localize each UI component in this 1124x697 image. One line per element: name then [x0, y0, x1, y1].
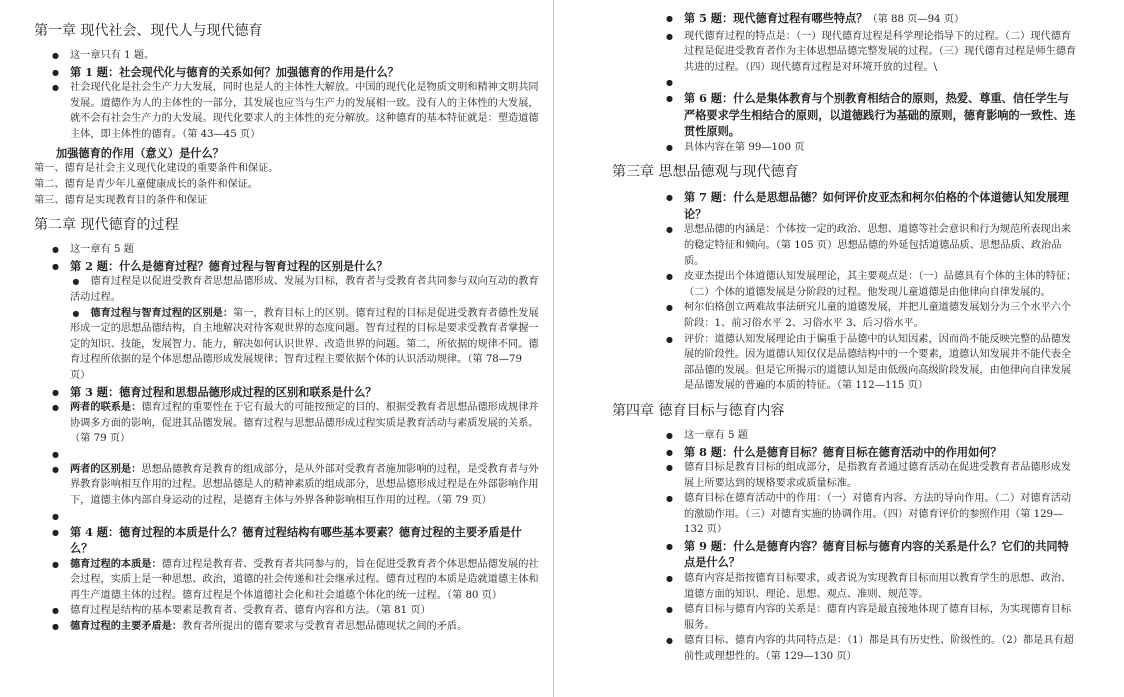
list-item: [34, 400, 540, 447]
list-item: [34, 306, 540, 384]
list-item: [648, 602, 1078, 633]
lead-text: 德育过程的本质是：: [70, 557, 162, 570]
item-text: 德育目标是教育目标的组成部分，是指教育者通过德育活动在促进受教育者品德形成发展上所要达到的规格要求或质量标准。: [684, 462, 1072, 489]
chapter-4-title: 第四章 德育目标与德育内容: [612, 402, 785, 419]
lead-text: 两者的联系是：: [70, 401, 142, 413]
list-item: [648, 140, 1078, 156]
subsection-line: 第一、德育是社会主义现代化建设的重要条件和保证。: [34, 163, 279, 175]
question-item: [648, 90, 1078, 140]
item-text: 这一章有 5 题: [684, 429, 748, 441]
chapter-2-title: 第二章 现代德育的过程: [34, 217, 179, 234]
page-ref: （第 88 页—94 页）: [867, 14, 965, 25]
empty-bullet: [648, 75, 1078, 90]
lead-text: 德育过程的主要矛盾是：: [70, 619, 183, 632]
chapter-3-title: 第三章 思想品德观与现代德育: [612, 164, 799, 181]
right-page: [556, 0, 1124, 697]
question-item: [34, 64, 540, 81]
list-item: [648, 491, 1078, 538]
list-item: [34, 274, 540, 305]
question-item: [34, 258, 540, 275]
chapter-1-list: [34, 48, 540, 142]
item-text: 第 3 题：德育过程和思想品德形成过程的区别和联系是什么？: [70, 384, 377, 399]
list-item: [34, 619, 540, 635]
item-text: 德育过程的重要性在于它有最大的可能按预定的目的、根据受教育者思想品德形成规律并协调多方面的影响，促进其品德发展。德育过程与思想品德形成过程实质是教育活动与素质发展的关系。（第 79 页）: [70, 402, 539, 445]
left-page: [0, 0, 552, 697]
item-text: 第 9 题：什么是德育内容？德育目标与德育内容的关系是什么？它们的共同特点是什么？: [684, 538, 1069, 570]
chapter-2-list: [34, 242, 540, 634]
list-item: [648, 222, 1078, 269]
lead-text: 两者的区别是：: [70, 462, 142, 475]
question-item: [648, 444, 1078, 461]
list-item: [34, 80, 540, 142]
page-divider: [553, 0, 554, 697]
subsection-title: 加强德育的作用（意义）是什么？: [56, 146, 224, 161]
list-item: [648, 460, 1078, 491]
item-text: 评价：道德认知发展理论由于偏重于品德中的认知因素，因而尚不能反映完整的品德发展的阶段性。因为道德认知仅仅是品德结构中的一个要素，道德认知发展并不能代表全部品德的发展。但是它所揭示的道德认知是由低级向高级阶段发展，由他律向自律发展是品德发展的普遍的本质的特征。（第 112—115 页）: [684, 333, 1072, 392]
item-text: 第 7 题：什么是思想品德？如何评价皮亚杰和柯尔伯格的个体道德认知发展理论？: [684, 190, 1069, 221]
question-item: [648, 538, 1078, 571]
list-item: [34, 462, 540, 509]
empty-bullet: [34, 447, 540, 462]
item-text: 德育目标与德育内容的关系是：德育内容是最直接地体现了德育目标，为实现德育目标服务。: [684, 604, 1072, 631]
question-item: [648, 10, 1078, 29]
item-text: 第 4 题：德育过程的本质是什么？德育过程结构有哪些基本要素？德育过程的主要矛盾是什么？: [70, 524, 522, 556]
question-item: [34, 524, 540, 557]
chapter-4-list: [648, 428, 1078, 665]
item-text: 现代德育过程的特点是：（一）现代德育过程是科学理论指导下的过程。（二）现代德育过程是促进受教育者作为主体思想品德完整发展的过程。（三）现代德育过程是师生德育共进的过程。（四）现代德育过程是对环境开放的过程。\: [684, 30, 1077, 73]
list-item: [648, 571, 1078, 602]
list-item: [648, 332, 1078, 394]
list-item: [648, 300, 1078, 331]
item-text: 德育过程是教育者、受教育者共同参与的，旨在促进受教育者个体思想品德发展的社会过程，实质上是一种思想、政治，道德的社会传递和社会继承过程。德育过程的本质是造就道德主体和再生产道德主体的过程。德育过程是个体道德社会化和社会道德个体化的统一过程。（第 80 页）: [70, 558, 539, 601]
list-item: [34, 603, 540, 619]
item-text: 这一章有 5 题: [70, 244, 134, 256]
item-text: 德育内容是指按德育目标要求，或者说为实现教育目标而用以教育学生的思想、政治、道德方面的知识、理论、思想、观点、准则、规范等。: [684, 572, 1072, 600]
item-text: 第 5 题：现代德育过程有哪些特点？: [684, 11, 868, 25]
list-item: [34, 242, 540, 258]
item-text: 思想品德教育是教育的组成部分，是从外部对受教育者施加影响的过程，是受教育者与外界教育影响相互作用的过程。思想品德是人的精神素质的组成部分，思想品德形成过程是在外部影响作用下，道德主体内部自身运动的过程，是德育主体与外界各种影响相互作用的过程。（第 79 页）: [70, 463, 539, 506]
item-text: 教育者所提出的德育要求与受教育者思想品德现状之间的矛盾。: [182, 620, 468, 632]
item-text: 德育目标在德育活动中的作用：（一）对德育内容、方法的导向作用。（二）对德育活动的激励作用。（三）对德育实施的协调作用。（四）对德育评价的参照作用（第 129—132 页）: [684, 493, 1072, 536]
chapter-3-list: [648, 189, 1078, 394]
item-text: 皮亚杰提出个体道德认知发展理论，其主要观点是：（一）品德具有个体的主体的特征；（二）个体的道德发展是分阶段的过程。他发现儿童道德是由他律向自律发展的。: [684, 271, 1077, 298]
item-text: 思想品德的内涵是：个体按一定的政治、思想、道德等社会意识和行为规范所表现出来的稳定特征和倾向。（第 105 页）思想品德的外延包括道德品质、思想品质、政治品质。: [684, 224, 1072, 267]
question-item: [648, 189, 1078, 222]
list-item: [648, 633, 1078, 664]
item-text: 德育目标、德育内容的共同特点是：（1）都是具有历史性、阶级性的。（2）都是具有超前性或理想性的。（第 129—130 页）: [684, 635, 1074, 662]
question-item: [34, 384, 540, 401]
chapter-1-title: 第一章 现代社会、现代人与现代德育: [34, 23, 263, 39]
lead-text: 德育过程与智育过程的区别是：: [90, 306, 234, 319]
item-text: 第 8 题：什么是德育目标？德育目标在德育活动中的作用如何？: [684, 444, 1002, 459]
item-text: 第 6 题：什么是集体教育与个别教育相结合的原则，热爱、尊重、信任学生与严格要求学生相结合的原则，以道德践行为基础的原则，德育影响的一致性、连贯性原则。: [684, 91, 1076, 139]
subsection-lines: [34, 161, 540, 208]
item-text: 第 2 题：什么是德育过程？德育过程与智育过程的区别是什么？: [70, 258, 388, 273]
subsection-line: 第三、德育是实现教育目的条件和保证: [34, 194, 208, 206]
chapter-2-continued-list: [648, 10, 1078, 155]
empty-bullet: [34, 509, 540, 524]
list-item: [34, 48, 540, 64]
list-item: [648, 428, 1078, 444]
item-text: 第 1 题：社会现代化与德育的关系如何？加强德育的作用是什么？: [70, 64, 399, 79]
item-text: 第一，教育目标上的区别。德育过程的目标是促进受教育者德性发展形成一定的思想品德结构，自主地解决对待客观世界的态度问题。智育过程的目标是要求受教育者掌握一定的知识、技能，发展智力、能力，解决如何认识世界、改造世界的问题。第二，所依据的规律不同。德育过程所依据的是个体思想品德形成发展规律；智育过程主要依据个体的认识活动规律。（第 78—79 页）: [70, 307, 539, 381]
item-text: 柯尔伯格创立两难故事法研究儿童的道德发展，并把儿童道德发展划分为三个水平六个阶段：1、前习俗水平 2、习俗水平 3、后习俗水平。: [684, 302, 1072, 329]
item-text: 这一章只有 1 题。: [70, 50, 155, 61]
item-text: 具体内容在第 99—100 页: [684, 141, 805, 153]
subsection-line: 第二、德育是青少年儿童健康成长的条件和保证。: [34, 179, 259, 191]
item-text: 德育过程是以促进受教育者思想品德形成、发展为目标，教育者与受教育者共同参与双向互动的教育活动过程。: [70, 276, 539, 303]
item-text: 社会现代化是社会生产力大发展，同时也是人的主体性大解放。中国的现代化是物质文明和精神文明共同发展。道德作为人的主体性的一部分，其发展也应当与生产力的发展相一致。没有人的主体性的大发展，就不会有社会生产力的大发展。现代化要求人的主体性的充分解放。这种德育的基本特征就是：塑造道德主体，即主体性的德育。（第 43—45 页）: [70, 82, 539, 140]
list-item: [648, 29, 1078, 76]
item-text: 德育过程是结构的基本要素是教育者、受教育者、德育内容和方法。（第 81 页）: [70, 605, 431, 617]
list-item: [648, 269, 1078, 300]
list-item: [34, 557, 540, 604]
